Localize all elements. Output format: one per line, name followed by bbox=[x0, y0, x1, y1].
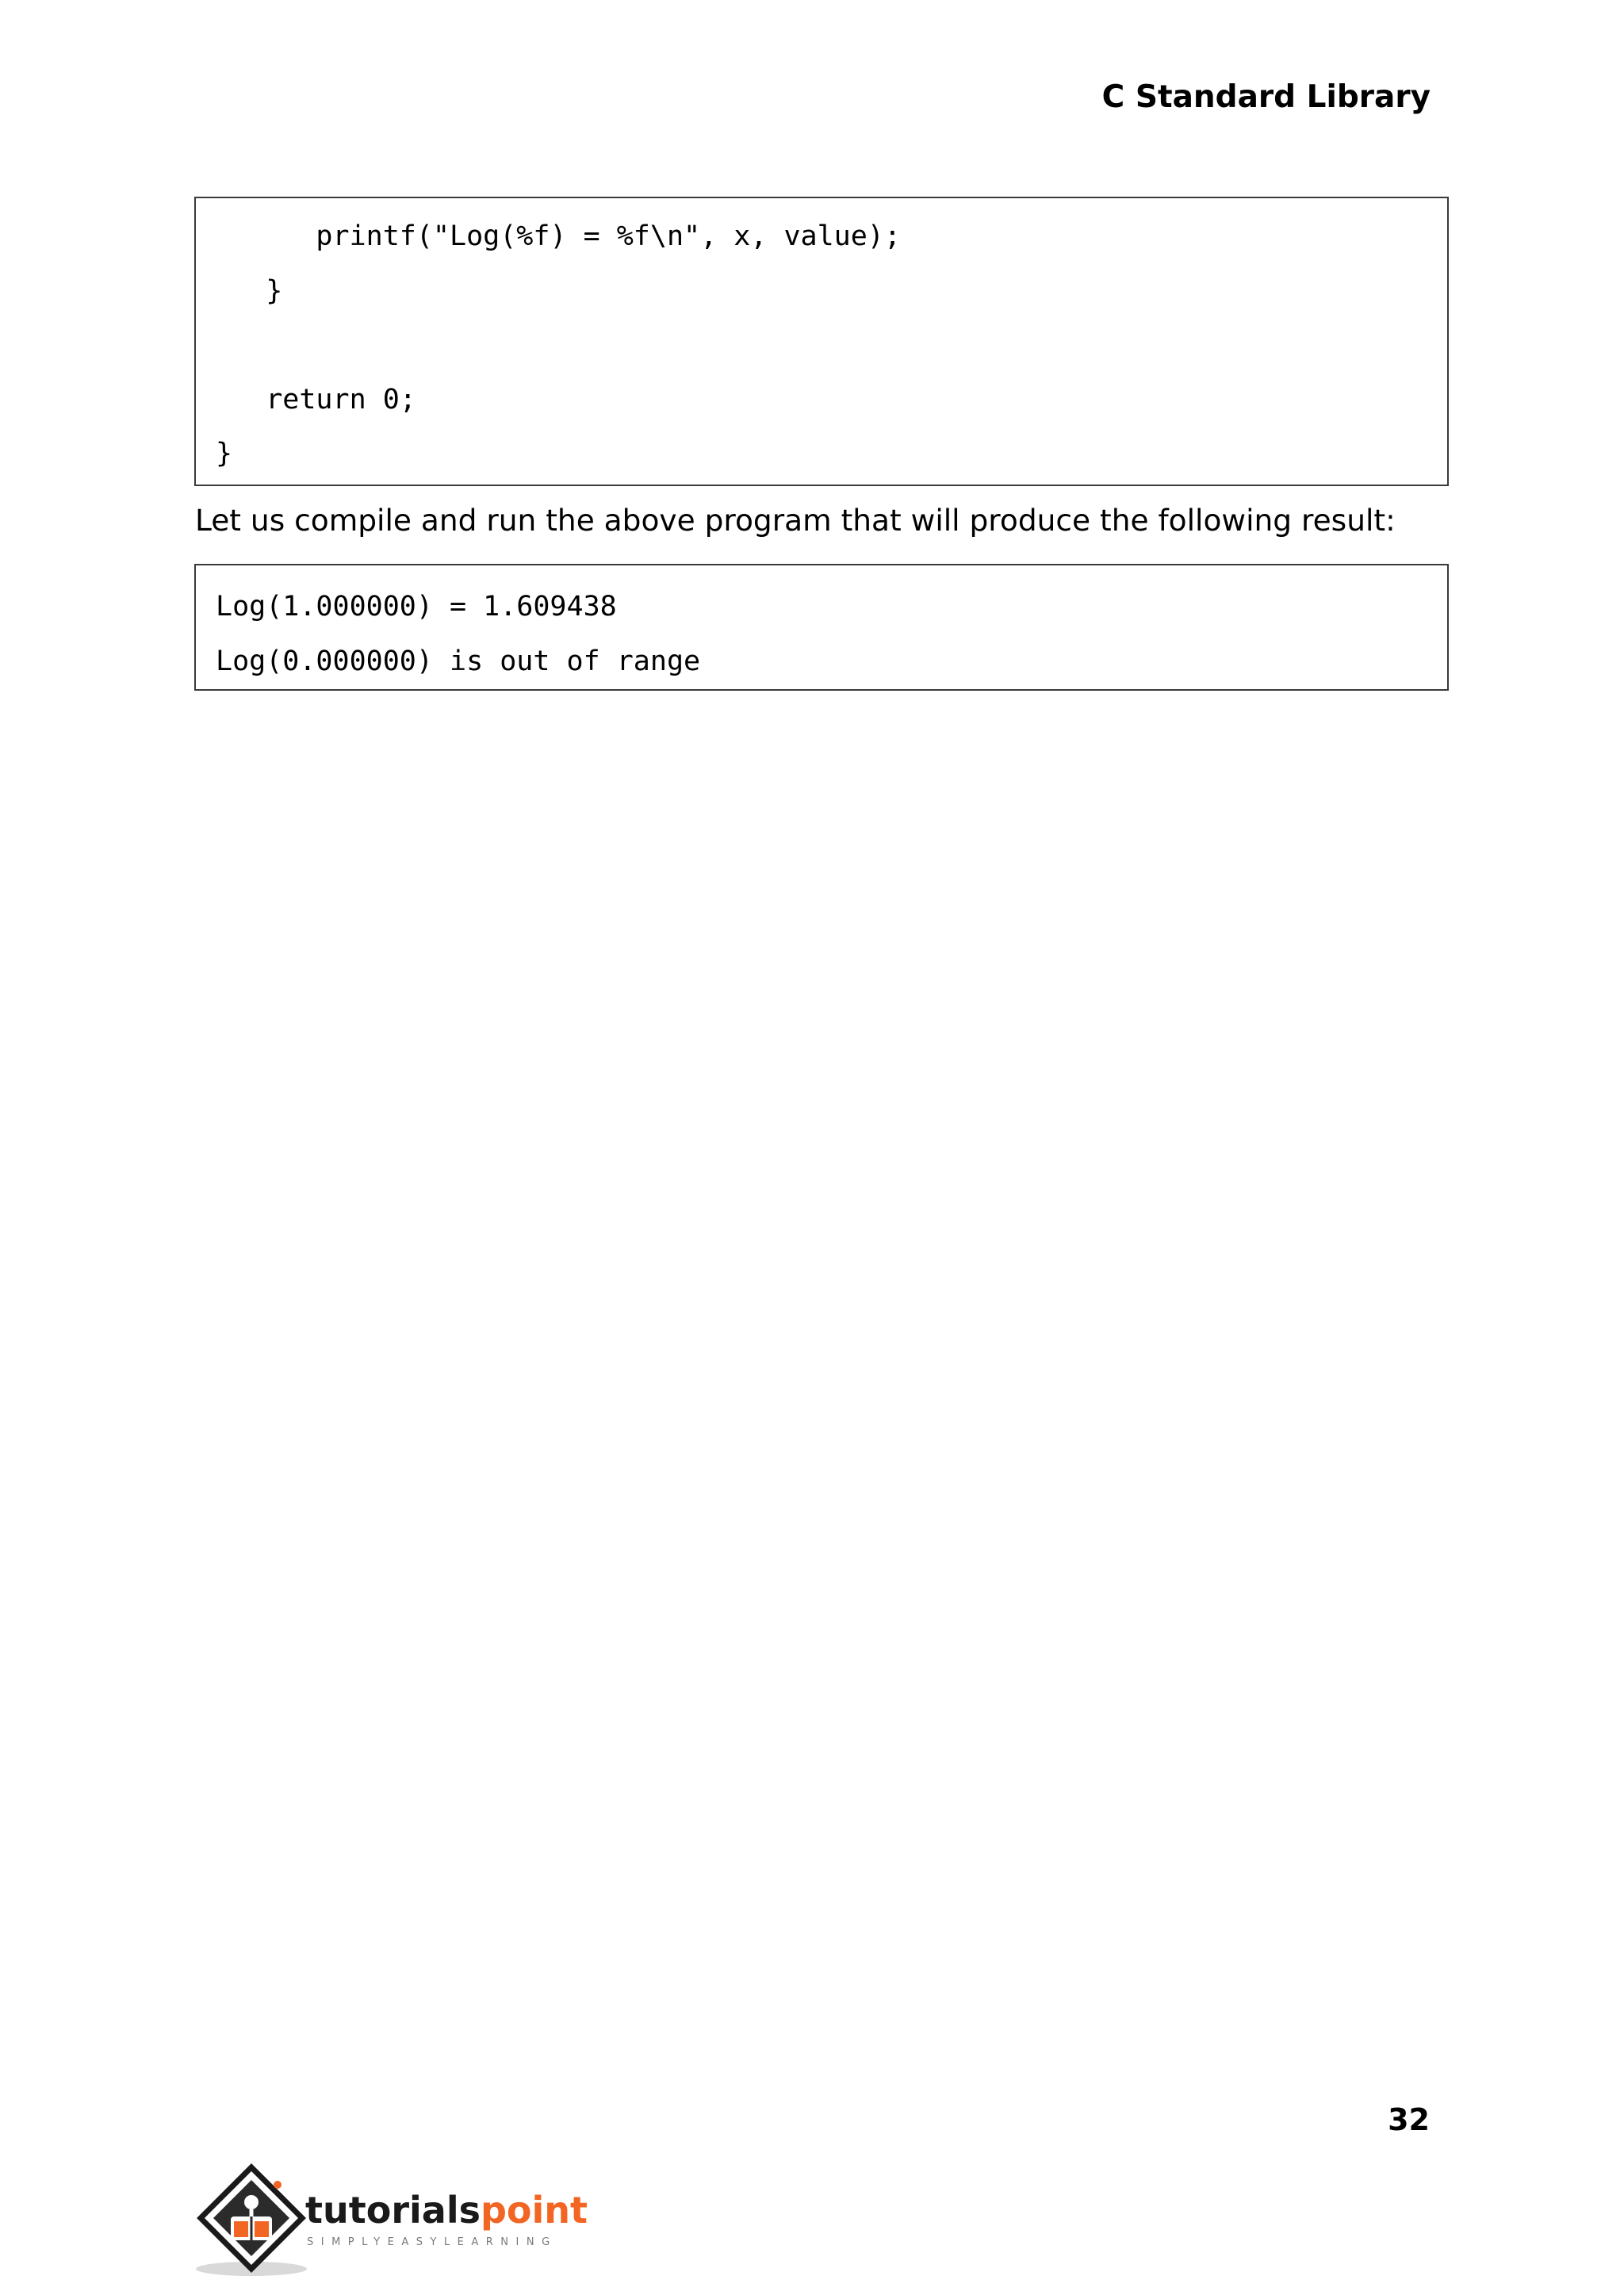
logo-tagline: SIMPLYEASYLEARNING bbox=[307, 2236, 557, 2248]
intro-paragraph: Let us compile and run the above program that will produce the following result: bbox=[195, 503, 1396, 538]
output-line: Log(0.000000) is out of range bbox=[216, 645, 701, 677]
code-line bbox=[196, 318, 1447, 373]
page-number: 32 bbox=[1388, 2102, 1430, 2137]
logo-wordmark-part2: point bbox=[480, 2189, 588, 2232]
running-header-title: C Standard Library bbox=[1101, 79, 1431, 115]
code-line: printf("Log(%f) = %f\n", x, value); bbox=[216, 220, 901, 252]
output-line: Log(1.000000) = 1.609438 bbox=[216, 591, 617, 623]
code-line: return 0; bbox=[216, 383, 416, 416]
source-code-block bbox=[194, 197, 1449, 486]
program-output-block bbox=[194, 564, 1449, 691]
logo-wordmark-part1: tutorials bbox=[305, 2189, 481, 2232]
logo-figure-head bbox=[244, 2195, 259, 2209]
code-line: } bbox=[216, 274, 283, 307]
code-line: } bbox=[216, 438, 233, 469]
logo-accent-dot bbox=[274, 2181, 282, 2189]
tutorialspoint-logo bbox=[194, 2161, 588, 2280]
